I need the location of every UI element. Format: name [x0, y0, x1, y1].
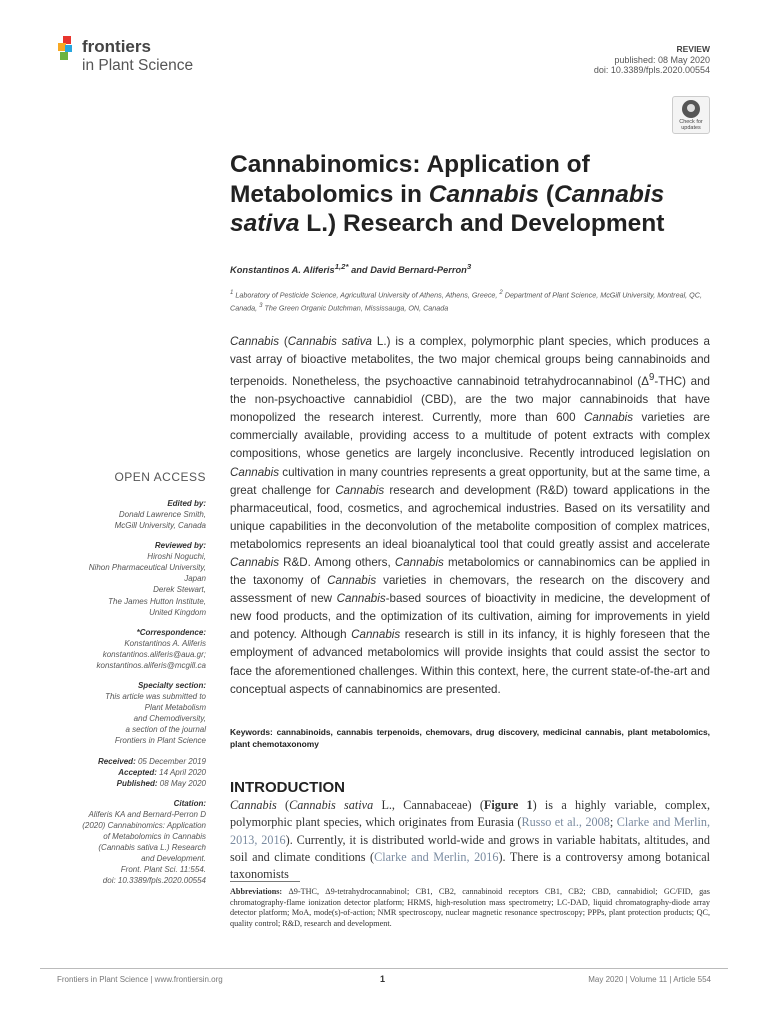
citation-line: and Development.	[141, 853, 206, 863]
title-italic: Cannabis	[428, 180, 540, 208]
italic-term: Cannabis sativa	[287, 335, 372, 348]
introduction-paragraph	[230, 797, 710, 883]
intro-text: ;	[609, 815, 617, 830]
italic-term: Cannabis	[351, 628, 401, 642]
italic-term: Cannabis	[230, 798, 277, 812]
author-list	[230, 262, 471, 275]
article-type: REVIEW	[676, 44, 710, 54]
author-name[interactable]: David Bernard-Perron	[370, 265, 467, 276]
correspondence-label: *Correspondence:	[136, 627, 206, 637]
journal-subtitle: in Plant Science	[82, 57, 194, 74]
accepted-value: 14 April 2020	[156, 767, 206, 777]
abstract-text: (	[279, 335, 288, 348]
title-text: L.) Research and Development	[299, 210, 665, 237]
edited-by-label: Edited by:	[167, 499, 206, 508]
citation-link[interactable]: Clarke and Merlin, 2016	[374, 849, 499, 864]
check-for-updates-badge[interactable]	[672, 96, 710, 134]
abbreviations-text: Δ9-THC, Δ9-tetrahydrocannabinol; CB1, CB2, cannabinoid receptors CB1, CB2; CBD, cannabidiol; GC/FID, gas chromatography-flame ionization detector platform; HRMS, high-resolution mass spectrometry; LC-DAD, liquid chromatography-diode array detector platform; MoA, mode(s)-of-action; NMR spectroscopy, nuclear magnetic resonance spectroscopy; PPPs, plant protection products; QC, quality control; R&D, research and development.	[230, 887, 710, 928]
article-dates	[48, 756, 206, 789]
correspondence-name: Konstantinos A. Aliferis	[124, 638, 206, 648]
citation-link[interactable]: Clarke and Merlin, 2013, 2016	[230, 815, 711, 847]
specialty-line: Frontiers in Plant Science	[114, 736, 206, 746]
published-label: Published:	[116, 778, 158, 788]
article-meta	[594, 44, 710, 76]
affiliation-marker: 3	[259, 302, 263, 309]
intro-text: ). Currently, it is distributed world-wide and grows in variable habitats, altitudes, and soil and climate conditions (	[230, 832, 710, 864]
reviewed-by-label: Reviewed by:	[154, 541, 206, 551]
journal-name: frontiers	[82, 37, 151, 56]
abstract-text: -THC) and the non-psychoactive cannabidiol (CBD), are the two major cannabinoids that have monopolized the research interest. Currently, more than 600	[230, 375, 710, 425]
correspondence-email[interactable]: konstantinos.aliferis@mcgill.ca	[96, 660, 206, 670]
abstract-text: varieties in chemovars, the research on the discovery and assessment of new	[230, 574, 710, 606]
citation-label: Citation:	[173, 798, 206, 808]
accepted-date	[48, 767, 206, 778]
keywords: Keywords: cannabinoids, cannabis terpenoids, chemovars, drug discovery, medicinal cannabis, plant metabolomics, plant chemotaxonomy	[230, 727, 710, 749]
published-value: 08 May 2020	[157, 778, 206, 788]
italic-term: Cannabis	[230, 335, 279, 348]
affiliation: Department of Plant Science, McGill University, Montreal, QC, Canada,	[230, 290, 702, 313]
abstract-text: R&D. Among others,	[279, 555, 395, 569]
citation-line: (Cannabis sativa L.) Research	[98, 842, 206, 852]
article-doi[interactable]: doi: 10.3389/fpls.2020.00554	[593, 65, 710, 75]
citation-link[interactable]: Russo et al., 2008	[521, 815, 610, 830]
superscript: 9	[649, 372, 655, 384]
received-date	[48, 756, 206, 767]
received-label: Received:	[97, 756, 136, 766]
citation-line: (2020) Cannabinomics: Application	[82, 820, 206, 830]
badge-text-line2: updates	[681, 125, 701, 131]
intro-text: ). There is a controversy among botanical taxonomists	[230, 849, 710, 882]
author-affiliation-marker: 3	[466, 262, 472, 271]
citation-line: Front. Plant Sci. 11:554.	[120, 864, 206, 874]
intro-text: (	[276, 798, 290, 812]
reviewer-affiliation: United Kingdom	[149, 607, 206, 617]
figure-reference[interactable]: Figure 1	[483, 798, 533, 812]
update-icon	[682, 100, 700, 118]
editor-affiliation: McGill University, Canada	[114, 521, 206, 531]
logo-square-red	[63, 36, 71, 44]
footer-divider	[40, 968, 728, 969]
italic-term: Cannabis sativa	[289, 798, 374, 812]
page-number: 1	[380, 974, 386, 984]
published-date: published: 08 May 2020	[614, 54, 710, 65]
intro-text: ) is a highly variable, complex, polymorphic plant species, which originates from Eurasia (	[230, 798, 710, 830]
specialty-line: a section of the journal	[125, 725, 206, 735]
citation-doi[interactable]: doi: 10.3389/fpls.2020.00554	[102, 876, 206, 886]
reviewer-affiliation: The James Hutton Institute,	[108, 596, 206, 606]
reviewer-name: Hiroshi Noguchi,	[147, 552, 206, 562]
abstract-text: research is still in its infancy, it is highly foreseen that the employment of advanced metabolomics will provide insights that could assist the sector to face the aforementioned challenges. Within this context, here, the current state-of-the-art and conceptual aspects of cannabinomics are presented.	[230, 628, 710, 696]
italic-term: Cannabis	[327, 574, 377, 588]
logo-square-green	[60, 52, 68, 60]
reviewer-affiliation: Nihon Pharmaceutical University,	[88, 563, 206, 573]
abstract-text: cultivation in many countries represents a great opportunity, but at the same time, a great challenge for	[230, 465, 710, 497]
reviewer-affiliation: Japan	[184, 574, 206, 584]
specialty-line: Plant Metabolism	[144, 703, 206, 713]
badge-text-line1: Check for	[679, 119, 703, 125]
specialty-line: This article was submitted to	[105, 692, 206, 702]
italic-term: Cannabis	[336, 592, 386, 606]
abbreviations	[230, 887, 710, 929]
abstract-text: varieties are commercially available, providing access to a multitude of potent extracts with complex compositions, whose genetics are largely inconclusive. Recently introduced legislation on	[230, 411, 710, 461]
abbreviations-divider	[230, 881, 300, 882]
logo-square-orange	[58, 43, 66, 51]
abstract-text: L.) is a complex, polymorphic plant species, which produces a vast array of bioactive metabolites, the two major chemical groups being cannabinoids and terpenoids. Nonetheless, the psychoactive cannabinoid tetrahydrocannabinol (Δ	[230, 335, 710, 389]
abstract	[230, 333, 710, 699]
italic-term: Cannabis	[584, 411, 634, 425]
author-affiliation-marker: 1,2*	[334, 262, 349, 271]
italic-term: Cannabis	[230, 555, 279, 569]
citation-line: Aliferis KA and Bernard-Perron D	[88, 809, 206, 819]
title-italic: Cannabis sativa	[230, 180, 665, 237]
abstract-text: -based sources of bioactivity in medicine, the development of new food products, and the optimization of its cultivation, aiming for improvements in yield and potency. Although	[230, 592, 710, 642]
title-text: (	[539, 180, 555, 208]
author-name[interactable]: Konstantinos A. Aliferis	[230, 265, 335, 276]
author-separator: and	[348, 265, 371, 276]
footer-issue-info: May 2020 | Volume 11 | Article 554	[588, 975, 711, 984]
citation-line: of Metabolomics in Cannabis	[103, 831, 206, 841]
correspondence-email[interactable]: konstantinos.aliferis@aua.gr;	[102, 649, 206, 659]
abstract-text: metabolomics or cannabinomics can be applied in the taxonomy of	[230, 555, 711, 588]
abstract-text: research and development (R&D) toward applications in the pharmaceutical, food, cosmetics, and agrochemical industries. Based on its versatility and unique capabilities in the deconvolution of the metabolite composition of complex matrices, metabolomics represents an ideal bioanalytical tool that could greatly assist and accelerate	[230, 483, 710, 551]
accepted-label: Accepted:	[118, 767, 157, 777]
logo-square-blue	[65, 45, 72, 52]
specialty-line: and Chemodiversity,	[133, 714, 206, 724]
title-text: Cannabinomics: Application of Metabolomics in	[230, 151, 590, 208]
footer-journal-link[interactable]: Frontiers in Plant Science | www.frontiersin.org	[57, 975, 223, 984]
open-access-label: OPEN ACCESS	[114, 470, 206, 484]
article-title	[230, 150, 720, 239]
received-value: 05 December 2019	[135, 756, 206, 766]
editor-name: Donald Lawrence Smith,	[118, 510, 206, 519]
italic-term: Cannabis	[230, 465, 279, 479]
reviewer-name: Derek Stewart,	[153, 585, 206, 595]
affiliation: Laboratory of Pesticide Science, Agricultural University of Athens, Athens, Greece,	[233, 290, 500, 300]
affiliation-marker: 1	[230, 290, 234, 296]
section-heading-introduction: INTRODUCTION	[230, 779, 345, 796]
affiliation-marker: 2	[499, 290, 503, 296]
intro-text: L., Cannabaceae) (	[373, 798, 484, 812]
specialty-section-label: Specialty section:	[137, 681, 206, 691]
affiliations	[230, 288, 720, 314]
affiliation: The Green Organic Dutchman, Mississauga, ON, Canada	[262, 303, 449, 313]
article-info-sidebar	[48, 470, 206, 886]
published-date-sidebar	[48, 778, 206, 789]
italic-term: Cannabis	[394, 555, 444, 569]
italic-term: Cannabis	[335, 483, 385, 497]
abbreviations-label: Abbreviations:	[230, 887, 283, 896]
